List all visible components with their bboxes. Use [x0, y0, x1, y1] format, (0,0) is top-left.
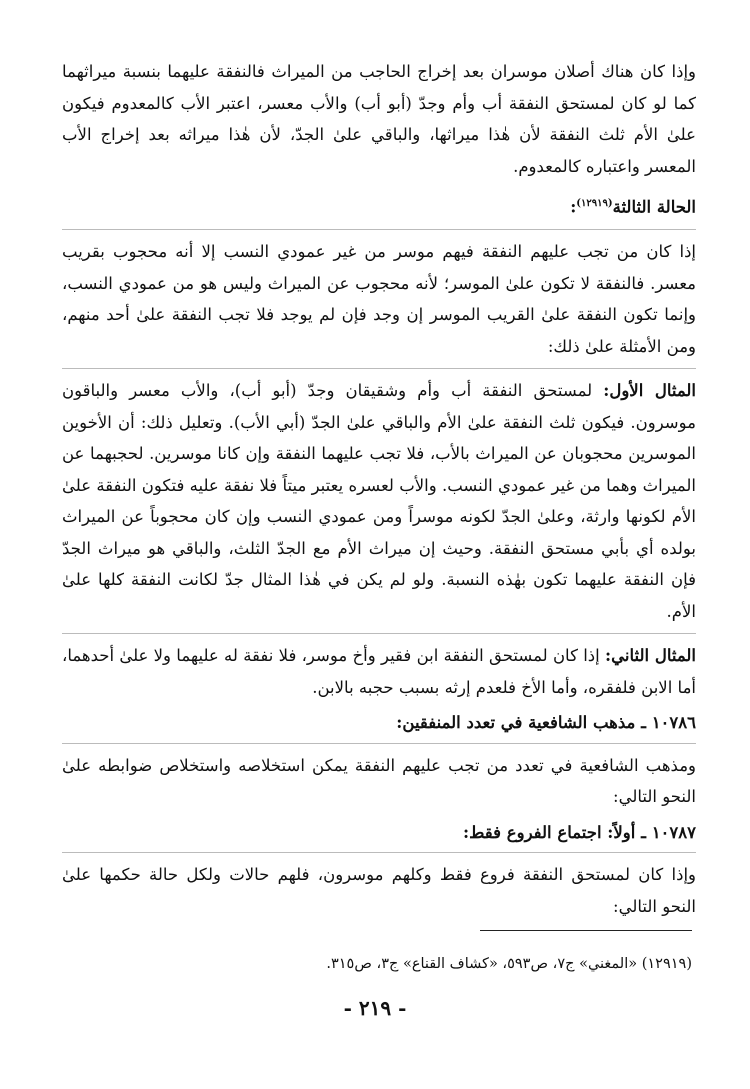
paragraph-2: إذا كان من تجب عليهم النفقة فيهم موسر من غير عمودي النسب إلا أنه محجوب بقريب معسر. فالنفقة لا تكون علىٰ الموسر؛ لأنه محجوب عن الميراث وليس هو من عمودي النسب، وإنما تكون النفقة علىٰ القريب الموسر إن وجد فإن لم يوجد فلا تجب النفقة علىٰ أحد منهم، ومن الأمثلة علىٰ ذلك: — [62, 242, 696, 356]
section-10786-heading: ١٠٧٨٦ ـ مذهب الشافعية في تعدد المنفقين: — [396, 713, 696, 732]
example-one — [62, 375, 696, 627]
footnote-divider — [480, 930, 692, 931]
paragraph-1: وإذا كان هناك أصلان موسران بعد إخراج الحاجب من الميراث فالنفقة عليهما بنسبة ميراثهما كما لو كان لمستحق النفقة أب وأم وجدّ (أبو أب) والأب معسر، اعتبر الأب كالمعدوم فيكون علىٰ الأم ثلث النفقة لأن هٰذا ميراثها، والباقي علىٰ الجدّ، لأن هٰذا ميراثه بعد إخراج الأب المعسر واعتباره كالمعدوم. — [62, 62, 696, 176]
main-text — [62, 56, 696, 922]
footnote-ref: (١٢٩١٩) — [576, 198, 613, 209]
separator — [62, 743, 696, 744]
footnote: (١٢٩١٩) «المغني» ج٧، ص٥٩٣، «كشاف القناع» ج٣، ص٣١٥. — [326, 956, 692, 972]
separator — [62, 229, 696, 230]
section-10787-heading: ١٠٧٨٧ ـ أولاً: اجتماع الفروع فقط: — [463, 822, 696, 842]
example-one-title: المثال الأول: — [603, 381, 696, 400]
example-two — [62, 640, 696, 703]
case-three-heading: الحالة الثالثة$^{(١٢٩١٩)}$: — [570, 197, 696, 217]
separator — [62, 852, 696, 853]
paragraph-3: ومذهب الشافعية في تعدد من تجب عليهم النفقة يمكن استخلاصه واستخلاص ضوابطه علىٰ النحو التالي: — [62, 755, 696, 806]
example-one-body: لمستحق النفقة أب وأم وشقيقان وجدّ (أبو أب)، والأب معسر والباقون موسرون. فيكون ثلث النفقة علىٰ الأم والباقي علىٰ الجدّ (أبي الأب). وتعليل ذلك: أن الأخوين الموسرين محجوبان عن الميراث بالأب، فلا تجب عليهما النفقة وإن كانا موسرين. لحجبهما عن الميراث وهما من غير عمودي النسب. والأب لعسره يعتبر ميتاً فلا نفقة عليه فتكون النفقة علىٰ الأم لكونها وارثة، وعلىٰ الجدّ لكونه موسراً ومن عمودي النسب وإن كان محجوباً عن الميراث بولده أي بأبي مستحق النفقة. وحيث إن ميراث الأم مع الجدّ الثلث، والباقي هو ميراث الجدّ فإن النفقة عليهما تكون بهٰذه النسبة. ولو لم يكن في هٰذا المثال جدّ لكانت النفقة كلها علىٰ الأم. — [62, 381, 696, 621]
case-three-title: الحالة الثالثة — [612, 197, 696, 217]
example-two-title: المثال الثاني: — [605, 646, 696, 665]
paragraph-4: وإذا كان لمستحق النفقة فروع فقط وكلهم موسرون، فلهم حالات ولكل حالة حكمها علىٰ النحو التالي: — [62, 865, 696, 916]
page-number: - ٢١٩ - — [343, 996, 407, 1020]
separator — [62, 633, 696, 634]
separator — [62, 368, 696, 369]
example-two-body: إذا كان لمستحق النفقة ابن فقير وأخ موسر، فلا نفقة له عليهما ولا علىٰ أحدهما، أما الابن فلفقره، وأما الأخ فلعدم إرثه بسبب حجبه بالابن. — [62, 646, 696, 697]
